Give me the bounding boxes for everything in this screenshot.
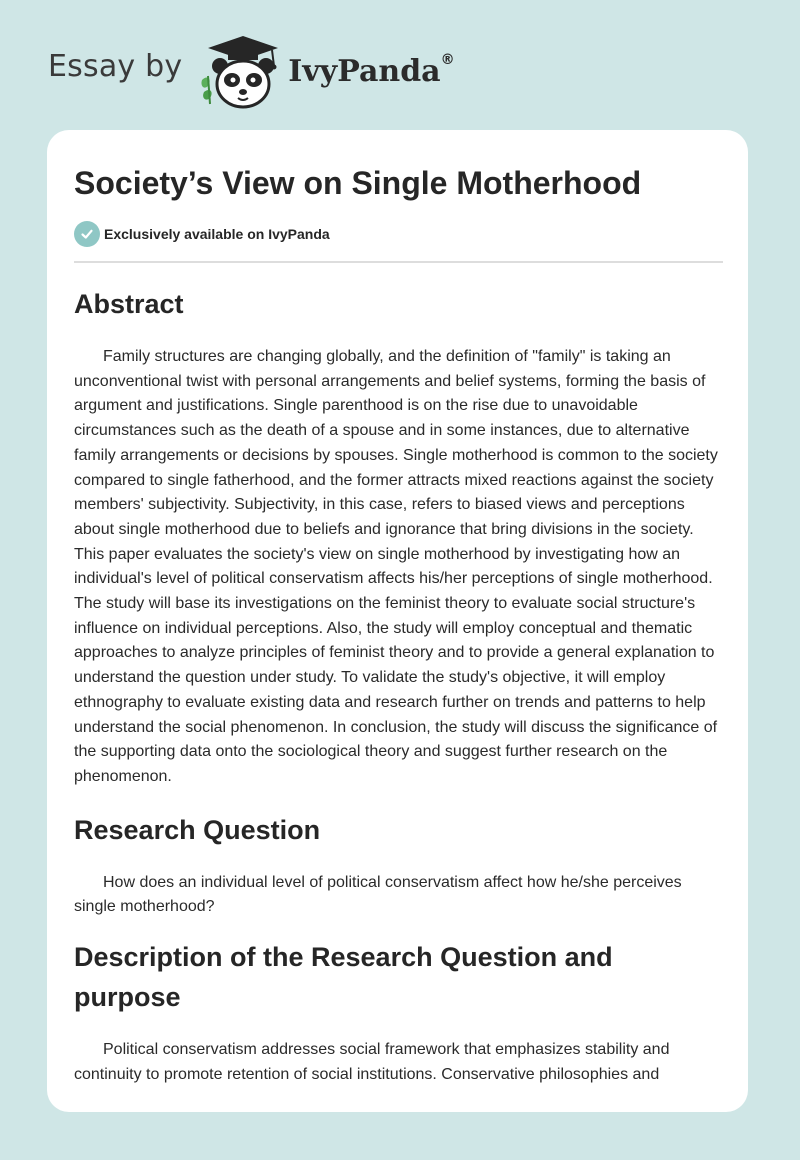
registered-mark: ®	[440, 51, 455, 68]
page-title: Society’s View on Single Motherhood	[74, 165, 642, 201]
brand-name[interactable]	[288, 51, 455, 89]
description-heading: Description of the Research Question and purpose	[74, 942, 613, 1013]
brand-name-text: IvyPanda	[288, 53, 441, 89]
abstract-heading: Abstract	[74, 289, 184, 319]
research-question-paragraph: How does an individual level of political conservatism affect how he/she perceives single motherhood?	[74, 873, 682, 916]
exclusive-badge	[74, 221, 330, 247]
abstract-paragraph: Family structures are changing globally, and the definition of "family" is taking an unconventional twist with personal arrangements and belief systems, forming the basis of argument and justifications. Single parenthood is on the rise due to unavoidable circumstances such as the death of a spouse and in some instances, due to alternative family arrangements or decisions by spouses. Single motherhood is common to the society compared to single fatherhood, and the former attracts mixed reactions against the society members' subjectivity. Subjectivity, in this case, refers to biased views and perceptions about single motherhood due to beliefs and ignorance that bring divisions in the society. This paper evaluates the society's view on single motherhood by investigating how an individual's level of political conservatism affects his/her perceptions of single motherhood. The study will base its investigations on the feminist theory to evaluate social structure's influence on individual perceptions. Also, the study will employ conceptual and thematic approaches to analyze principles of feminist theory and to provide a general explanation to understand the question under study. To validate the study's objective, it will employ ethnography to evaluate existing data and research further on trends and patterns to help understand the social phenomenon. In conclusion, the study will discuss the significance of the supporting data onto the sociological theory and suggest further research on the phenomenon.	[74, 348, 718, 785]
essay-card	[47, 130, 748, 1112]
research-question-heading: Research Question	[74, 814, 321, 845]
essay-body	[74, 284, 724, 1087]
site-header	[48, 30, 455, 110]
description-section	[74, 937, 724, 1087]
description-paragraph: Political conservatism addresses social framework that emphasizes stability and continuity to promote retention of social institutions. Conservative philosophies and	[74, 1041, 670, 1083]
check-circle-icon	[74, 221, 100, 247]
research-question-section	[74, 810, 724, 920]
abstract-section	[74, 284, 724, 790]
essay-by-label: Essay by	[48, 48, 183, 84]
exclusive-label: Exclusively available on IvyPanda	[104, 226, 330, 242]
panda-graduate-logo-icon[interactable]	[198, 32, 288, 112]
checkmark-icon	[80, 227, 94, 241]
title-divider	[74, 261, 723, 263]
